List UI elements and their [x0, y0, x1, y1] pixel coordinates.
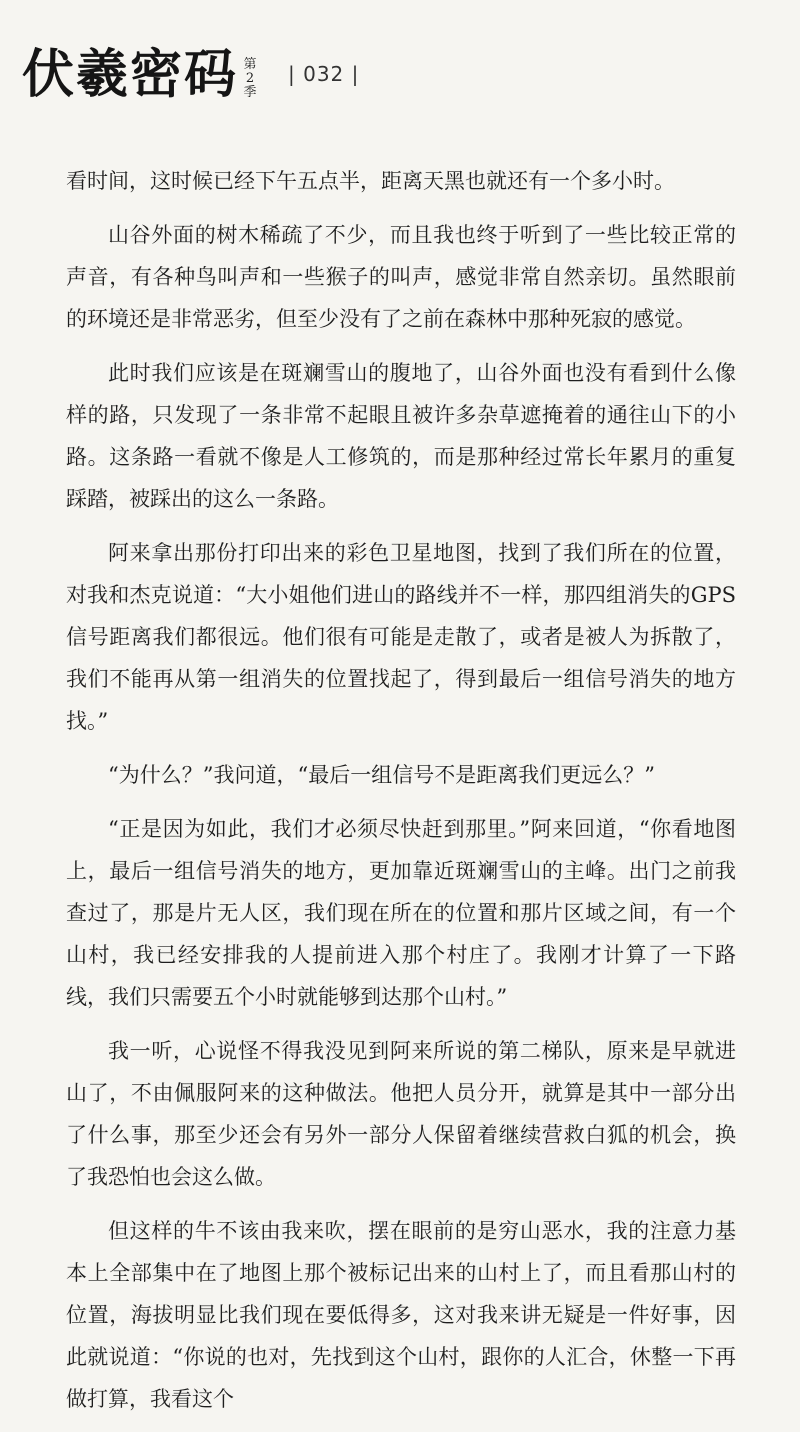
page-header: [22, 40, 359, 110]
paragraph: 阿来拿出那份打印出来的彩色卫星地图，找到了我们所在的位置，对我和杰克说道：“大小姐他们进山的路线并不一样，那四组消失的GPS信号距离我们都很远。他们很有可能是走散了，或者是被人为拆散了，我们不能再从第一组消失的位置找起了，得到最后一组信号消失的地方找。”: [66, 541, 736, 733]
paragraph: 我一听，心说怪不得我没见到阿来所说的第二梯队，原来是早就进山了，不由佩服阿来的这种做法。他把人员分开，就算是其中一部分出了什么事，那至少还会有另外一部分人保留着继续营救白狐的机会，换了我恐怕也会这么做。: [66, 1039, 736, 1189]
paragraph: 看时间，这时候已经下午五点半，距离天黑也就还有一个多小时。: [66, 169, 675, 193]
paragraph: 此时我们应该是在斑斓雪山的腹地了，山谷外面也没有看到什么像样的路，只发现了一条非常不起眼且被许多杂草遮掩着的通往山下的小路。这条路一看就不像是人工修筑的，而是那种经过常长年累月的重复踩踏，被踩出的这么一条路。: [66, 361, 736, 511]
page-number: | 032 |: [288, 62, 360, 86]
paragraph: 山谷外面的树木稀疏了不少，而且我也终于听到了一些比较正常的声音，有各种鸟叫声和一些猴子的叫声，感觉非常自然亲切。虽然眼前的环境还是非常恶劣，但至少没有了之前在森林中那种死寂的感觉。: [66, 223, 736, 331]
paragraph: “正是因为如此，我们才必须尽快赶到那里。”阿来回道，“你看地图上，最后一组信号消失的地方，更加靠近斑斓雪山的主峰。出门之前我查过了，那是片无人区，我们现在所在的位置和那片区域之间，有一个山村，我已经安排我的人提前进入那个村庄了。我刚才计算了一下路线，我们只需要五个小时就能够到达那个山村。”: [66, 817, 736, 1009]
book-title: 伏羲密码: [22, 44, 239, 105]
body-text: [66, 160, 736, 1432]
paragraph: 但这样的牛不该由我来吹，摆在眼前的是穷山恶水，我的注意力基本上全部集中在了地图上那个被标记出来的山村上了，而且看那山村的位置，海拔明显比我们现在要低得多，这对我来讲无疑是一件好事，因此就说道：“你说的也对，先找到这个山村，跟你的人汇合，休整一下再做打算，我看这个: [66, 1219, 736, 1411]
paragraph: “为什么？”我问道，“最后一组信号不是距离我们更远么？”: [108, 763, 655, 787]
season-label: 第2季: [243, 57, 257, 100]
